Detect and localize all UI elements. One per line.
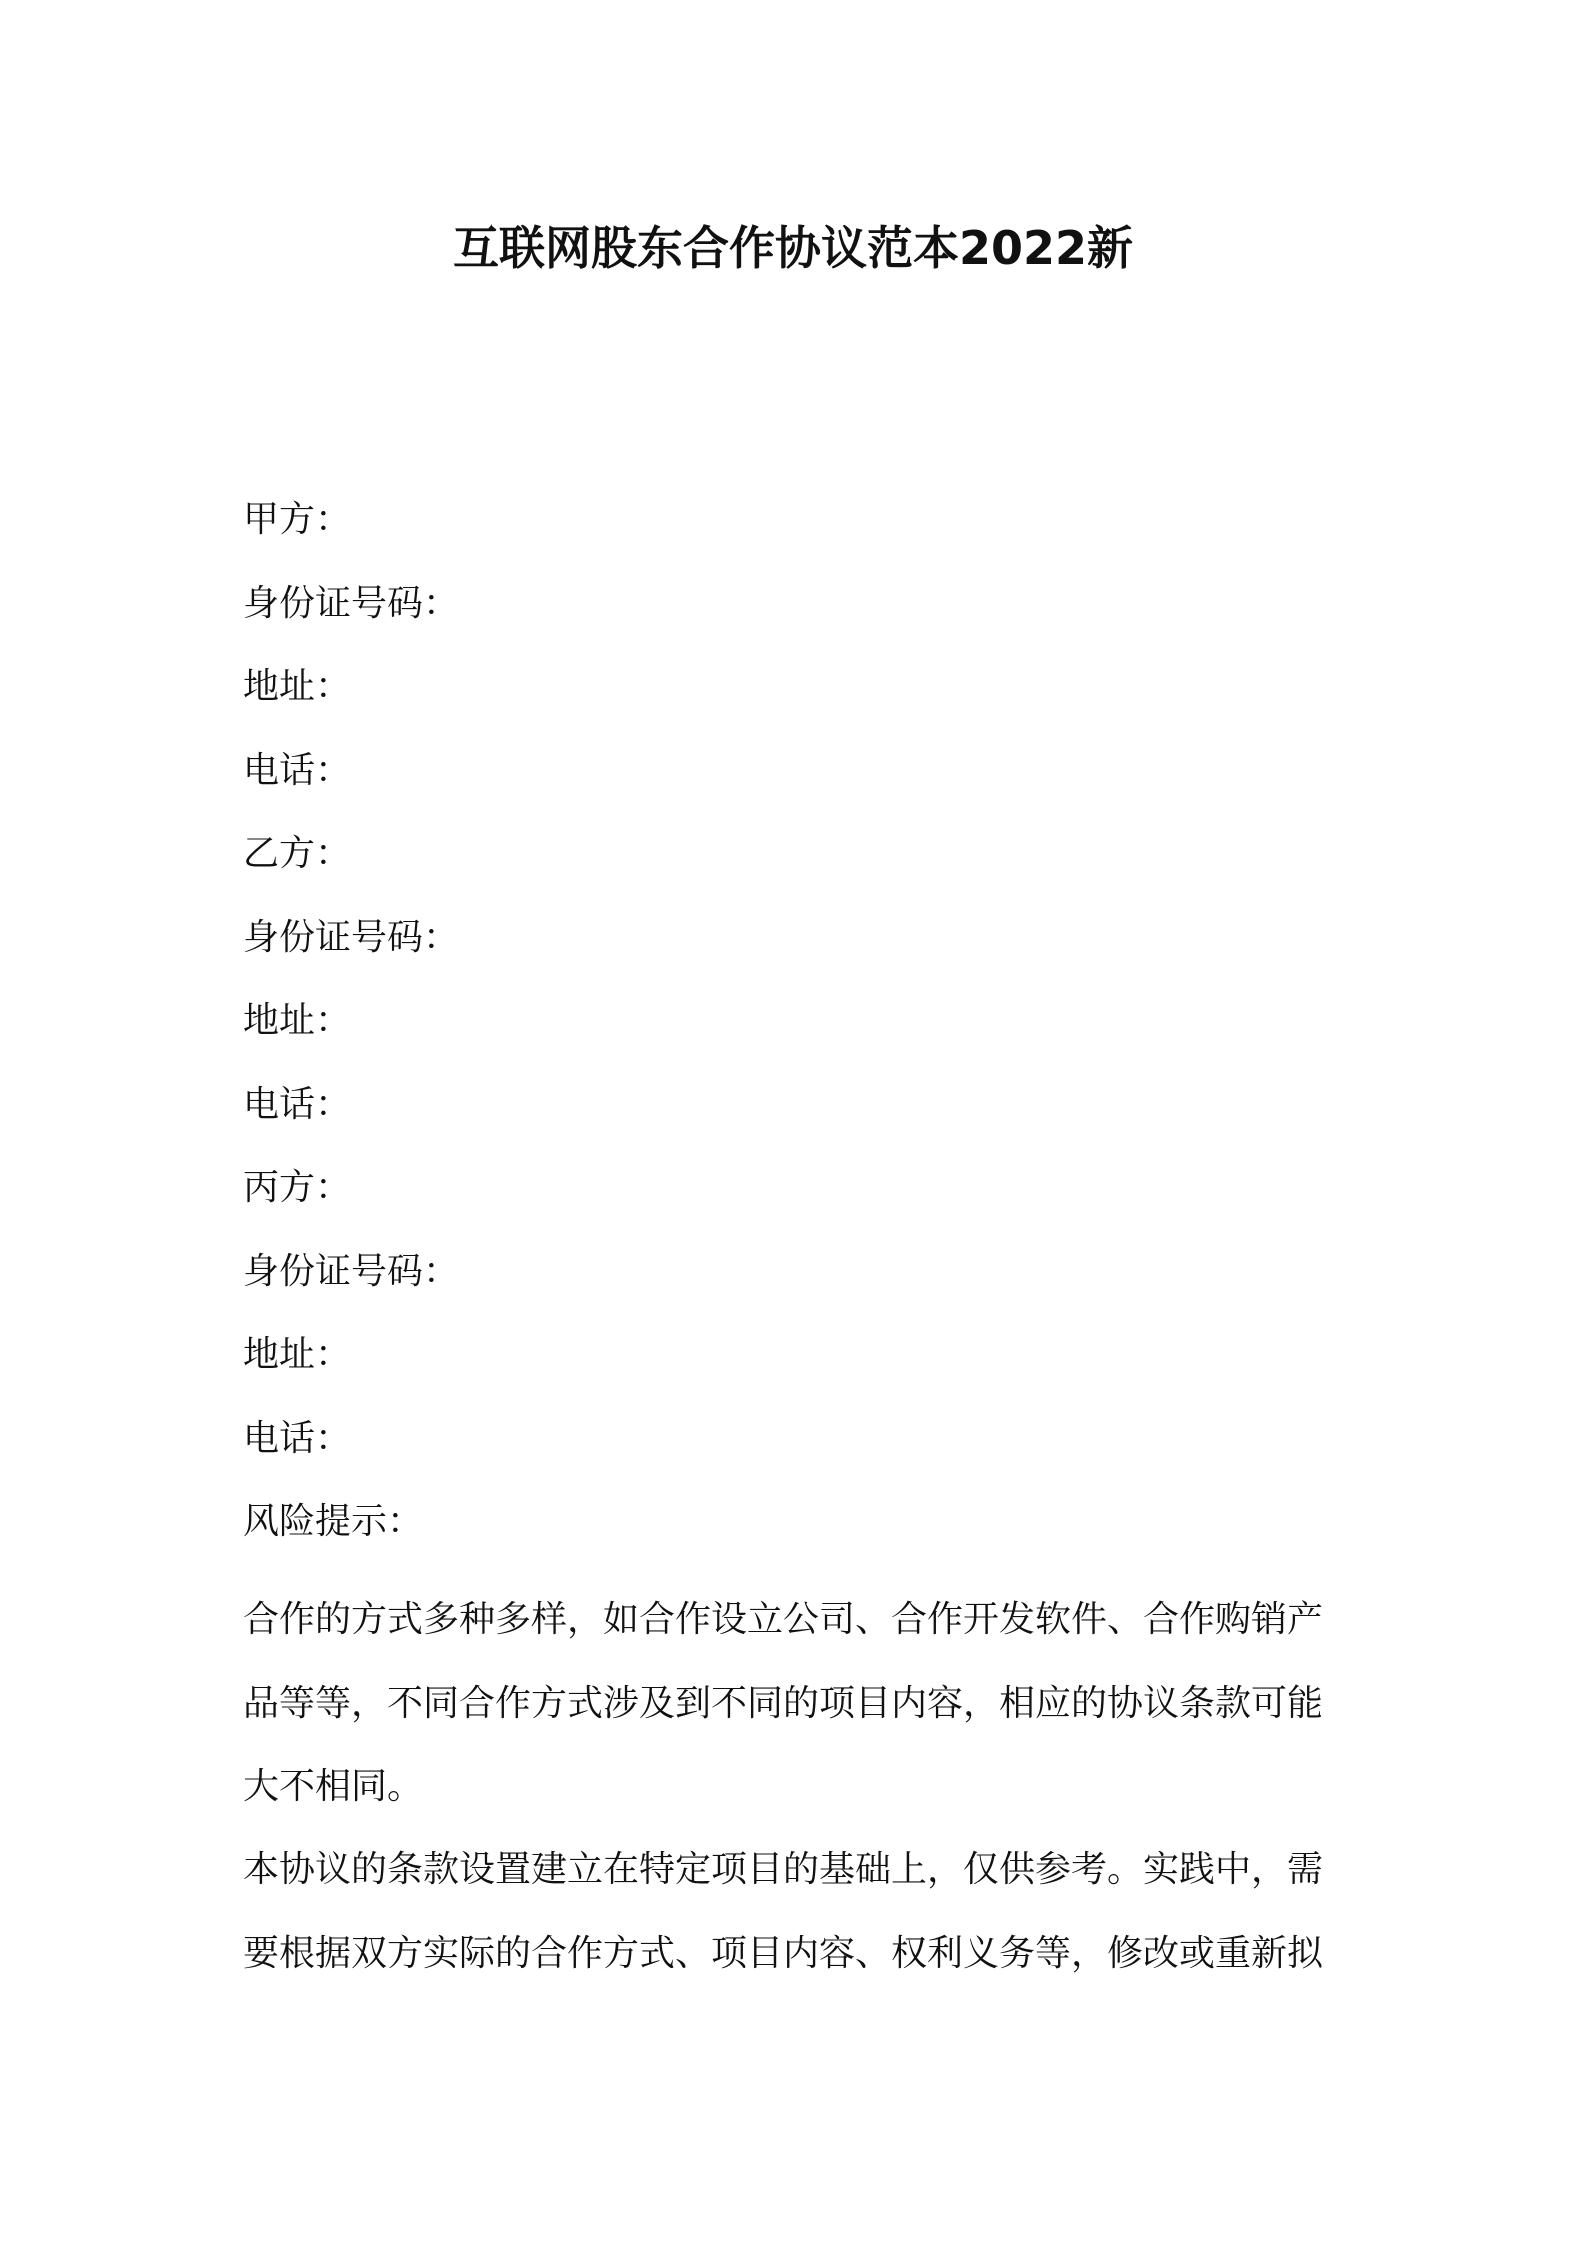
party-a-label: 甲方： (243, 499, 352, 540)
document-title: 互联网股东合作协议范本2022新 (452, 221, 1134, 275)
party-a-address-label: 地址： (243, 666, 352, 707)
party-b-label: 乙方： (243, 833, 352, 874)
party-c-phone-label: 电话： (243, 1417, 352, 1459)
paragraph-line: 大不相同。 (243, 1766, 424, 1807)
paragraph-reference-notice (243, 1828, 1363, 1995)
risk-notice-heading: 风险提示： (243, 1501, 424, 1542)
paragraph-cooperation-methods (243, 1578, 1363, 1829)
party-b-address-label: 地址： (243, 1000, 352, 1041)
party-a-id-label: 身份证号码： (243, 582, 460, 624)
party-a-phone-label: 电话： (243, 749, 352, 791)
paragraph-line: 本协议的条款设置建立在特定项目的基础上，仅供参考。实践中，需 (243, 1849, 1324, 1890)
party-b-id-label: 身份证号码： (243, 916, 460, 958)
party-c-address-label: 地址： (243, 1334, 352, 1375)
paragraph-line: 合作的方式多种多样，如合作设立公司、合作开发软件、合作购销产 (243, 1599, 1324, 1640)
party-fields (243, 492, 1363, 1578)
paragraph-line: 要根据双方实际的合作方式、项目内容、权利义务等，修改或重新拟 (243, 1932, 1324, 1974)
party-c-id-label: 身份证号码： (243, 1250, 460, 1292)
party-c-label: 丙方： (243, 1167, 352, 1208)
party-b-phone-label: 电话： (243, 1083, 352, 1125)
paragraph-line: 品等等，不同合作方式涉及到不同的项目内容，相应的协议条款可能 (243, 1682, 1324, 1724)
